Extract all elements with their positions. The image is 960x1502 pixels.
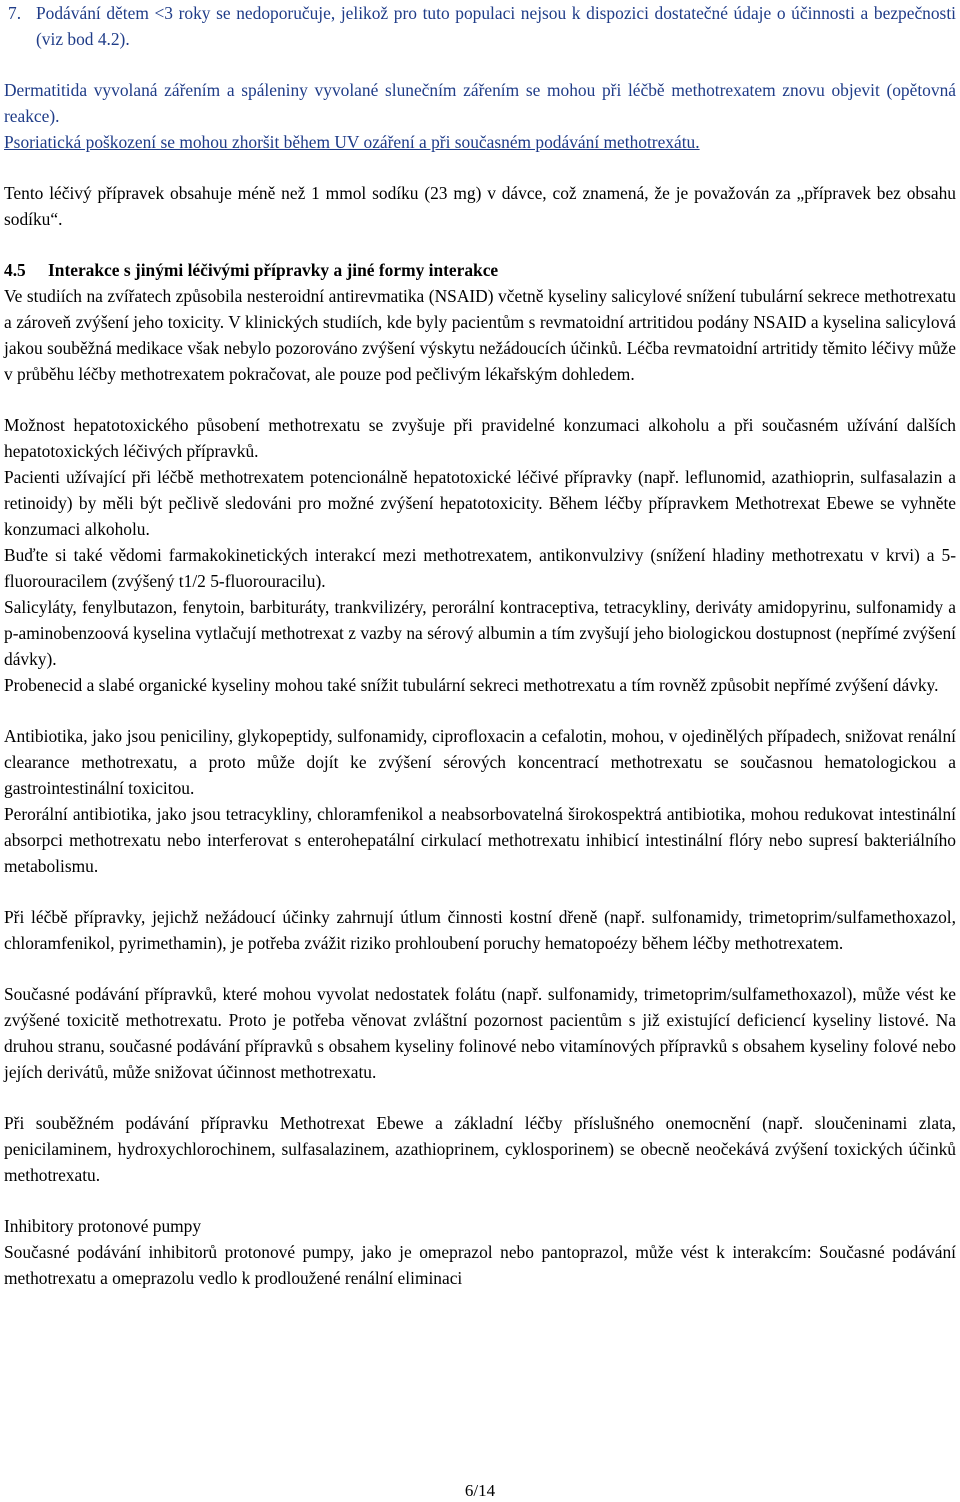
paragraph-antibiotics: Antibiotika, jako jsou peniciliny, glykopeptidy, sulfonamidy, ciprofloxacin a cefalotin, mohou, v ojedinělých případech, snižovat renální clearance methotrexatu, a proto může dojít ke zvýšení sérových koncentrací methotrexatu se současnou hematologickou a gastrointestinální toxicitou. <box>4 726 956 798</box>
page-number: 6/14 <box>464 1481 496 1500</box>
paragraph-hepatotoxicity-alcohol: Možnost hepatotoxického působení methotrexatu se zvyšuje při pravidelné konzumaci alkoholu a při současném užívání dalších hepatotoxických léčivých přípravků. <box>4 415 956 461</box>
ppi-heading: Inhibitory protonové pumpy <box>4 1216 202 1236</box>
paragraph-sodium: Tento léčivý přípravek obsahuje méně než 1 mmol sodíku (23 mg) v dávce, což znamená, že je považován za „přípravek bez obsahu sodíku“. <box>4 183 956 229</box>
paragraph-nsaid: Ve studiích na zvířatech způsobila nesteroidní antirevmatika (NSAID) včetně kyseliny salicylové snížení tubulární sekrece methotrexatu a zároveň zvýšení jeho toxicity. V klinických studiích, kde byly pacientům s revmatoidní artritidou podány NSAID a kyselina salicylová jakou souběžná medikace však nebylo pozorováno zvýšení výskytu nežádoucích účinků. Léčba revmatoidní artritidy těmito léčivy může v průběhu léčby methotrexatem pokračovat, ale pouze pod pečlivým lékařským dohledem. <box>4 286 956 384</box>
paragraph-ppi: Současné podávání inhibitorů protonové pumpy, jako je omeprazol nebo pantoprazol, může vést k interakcím: Současné podávání methotrexatu a omeprazolu vedlo k prodloužené renální eliminaci <box>4 1242 956 1288</box>
list-item-7 <box>4 0 956 52</box>
section-title: Interakce s jinými léčivými přípravky a jiné formy interakce <box>48 260 499 280</box>
list-item-text: Podávání dětem <3 roky se nedoporučuje, jelikož pro tuto populaci nejsou k dispozici dostatečné údaje o účinnosti a bezpečnosti (viz bod 4.2). <box>36 3 956 49</box>
paragraph-hepatotoxicity-drugs: Pacienti užívající při léčbě methotrexatem potencionálně hepatotoxické léčivé přípravky (např. leflunomid, azathioprin, sulfasalazin a retinoidy) by měli být pečlivě sledováni pro možné zvýšení hepatotoxicity. Během léčby přípravkem Methotrexat Ebewe se vyhněte konzumaci alkoholu. <box>4 467 956 539</box>
paragraph-probenecid: Probenecid a slabé organické kyseliny mohou také snížit tubulární sekreci methotrexatu a tím rovněž způsobit nepřímé zvýšení dávky. <box>4 675 939 695</box>
paragraph-pharmacokinetics: Buďte si také vědomi farmakokinetických interakcí mezi methotrexatem, antikonvulzivy (snížení hladiny methotrexatu v krvi) a 5-fluorouracilem (zvýšený t1/2 5-fluorouracilu). <box>4 545 956 591</box>
paragraph-basic-therapy: Při souběžném podávání přípravku Methotrexat Ebewe a základní léčby příslušného onemocnění (např. sloučeninami zlata, penicilaminem, hydroxychlorochinem, sulfasalazinem, azathioprinem, cyklosporinem) se obecně neočekává zvýšení toxických účinků methotrexatu. <box>4 1113 956 1185</box>
paragraph-bone-marrow: Při léčbě přípravky, jejichž nežádoucí účinky zahrnují útlum činnosti kostní dřeně (např. sulfonamidy, trimetoprim/sulfamethoxazol, chloramfenikol, pyrimethamin), je potřeba zvážit riziko prohloubení poruchy hematopoézy během léčby methotrexatem. <box>4 907 956 953</box>
section-number: 4.5 <box>4 260 26 280</box>
list-item-number: 7. <box>8 3 22 23</box>
paragraph-folate: Současné podávání přípravků, které mohou vyvolat nedostatek folátu (např. sulfonamidy, trimetoprim/sulfamethoxazol), může vést ke zvýšené toxicitě methotrexatu. Proto je potřeba věnovat zvláštní pozornost pacientům s již existující deficiencí kyseliny listové. Na druhou stranu, současné podávání přípravků s obsahem kyseliny folinové nebo vitamínových přípravků s obsahem kyseliny folové nebo jejích derivátů, může snižovat účinnost methotrexatu. <box>4 984 956 1082</box>
paragraph-oral-antibiotics: Perorální antibiotika, jako jsou tetracykliny, chloramfenikol a neabsorbovatelná širokospektrá antibiotika, mohou redukovat intestinální absorpci methotrexatu nebo interferovat s enterohepatální cirkulací methotrexatu inhibicí intestinální flóry nebo supresí bakteriálního metabolismu. <box>4 804 956 876</box>
section-heading <box>4 257 956 283</box>
paragraph-dermatitis: Dermatitida vyvolaná zářením a spáleniny vyvolané slunečním zářením se mohou při léčbě methotrexatem znovu objevit (opětovná reakce). <box>4 80 956 126</box>
paragraph-psoriatic: Psoriatická poškození se mohou zhoršit během UV ozáření a při současném podávání methotrexátu. <box>4 132 700 152</box>
paragraph-salicylates: Salicyláty, fenylbutazon, fenytoin, barbituráty, trankvilizéry, perorální kontraceptiva, tetracykliny, deriváty amidopyrinu, sulfonamidy a p-aminobenzoová kyselina vytlačují methotrexat z vazby na sérový albumin a tím zvyšují jeho biologickou dostupnost (nepřímé zvýšení dávky). <box>4 597 956 669</box>
